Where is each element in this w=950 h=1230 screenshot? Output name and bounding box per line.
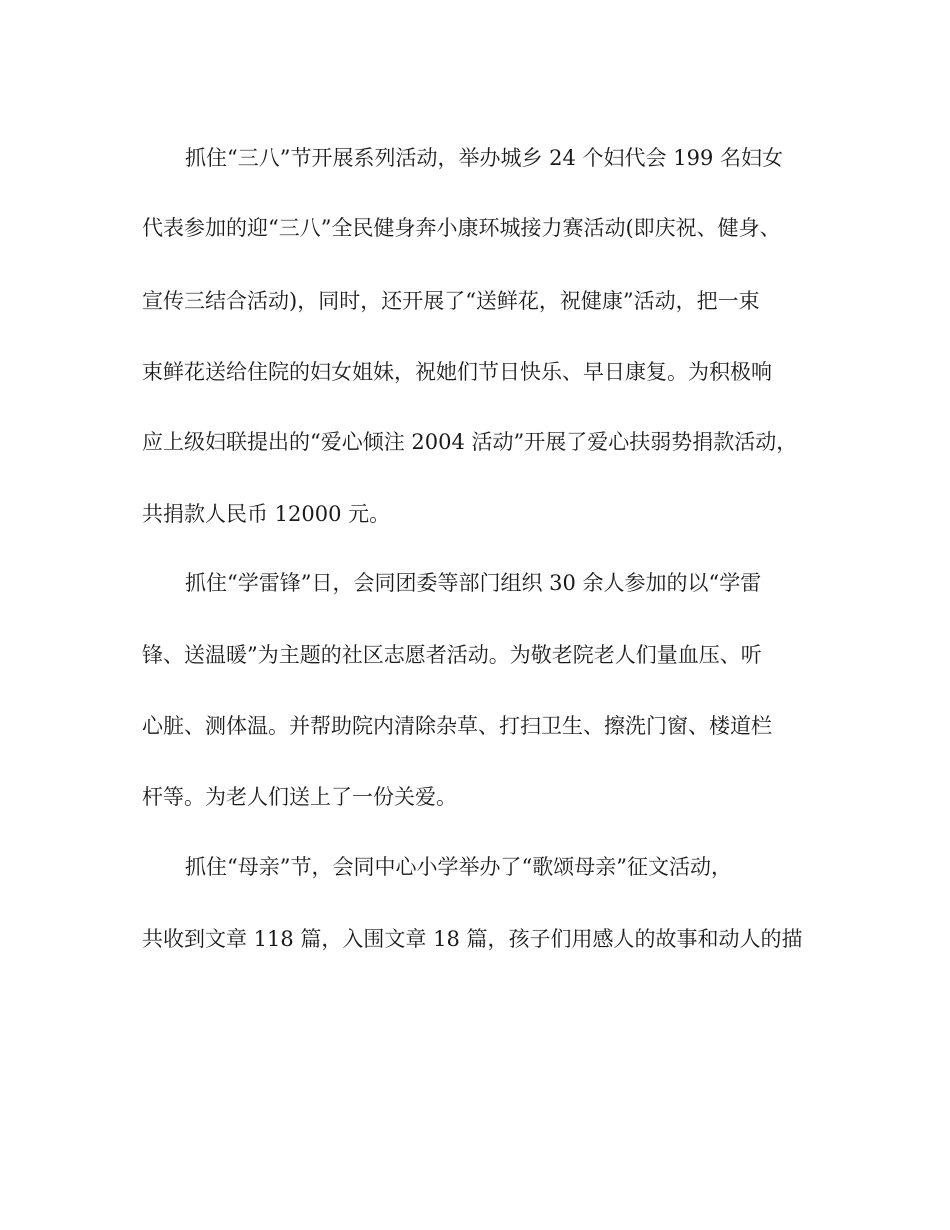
paragraph-1-line-3: 宣传三结合活动)，同时，还开展了“送鲜花，祝健康”活动，把一束: [142, 289, 760, 313]
paragraph-2-line-3: 心脏、测体温。并帮助院内清除杂草、打扫卫生、擦洗门窗、楼道栏: [142, 714, 772, 738]
paragraph-2-line-1: 抓住“学雷锋”日，会同团委等部门组织 30 余人参加的以“学雷: [185, 571, 762, 595]
paragraph-2-line-2: 锋、送温暖”为主题的社区志愿者活动。为敬老院老人们量血压、听: [142, 643, 762, 667]
paragraph-1-line-4: 束鲜花送给住院的妇女姐妹，祝她们节日快乐、早日康复。为积极响: [142, 360, 772, 384]
paragraph-1-line-6: 共捐款人民币 12000 元。: [142, 502, 391, 526]
paragraph-1-line-2: 代表参加的迎“三八”全民健身奔小康环城接力赛活动(即庆祝、健身、: [142, 216, 781, 240]
paragraph-3-line-2: 共收到文章 118 篇，入围文章 18 篇，孩子们用感人的故事和动人的描: [142, 927, 803, 951]
paragraph-1-line-5: 应上级妇联提出的“爱心倾注 2004 活动”开展了爱心扶弱势捐款活动，: [142, 430, 798, 454]
paragraph-2-line-4: 杆等。为老人们送上了一份关爱。: [142, 785, 457, 809]
paragraph-1-line-1: 抓住“三八”节开展系列活动，举办城乡 24 个妇代会 199 名妇女: [185, 146, 783, 170]
paragraph-3-line-1: 抓住“母亲”节，会同中心小学举办了“歌颂母亲”征文活动，: [185, 855, 732, 879]
